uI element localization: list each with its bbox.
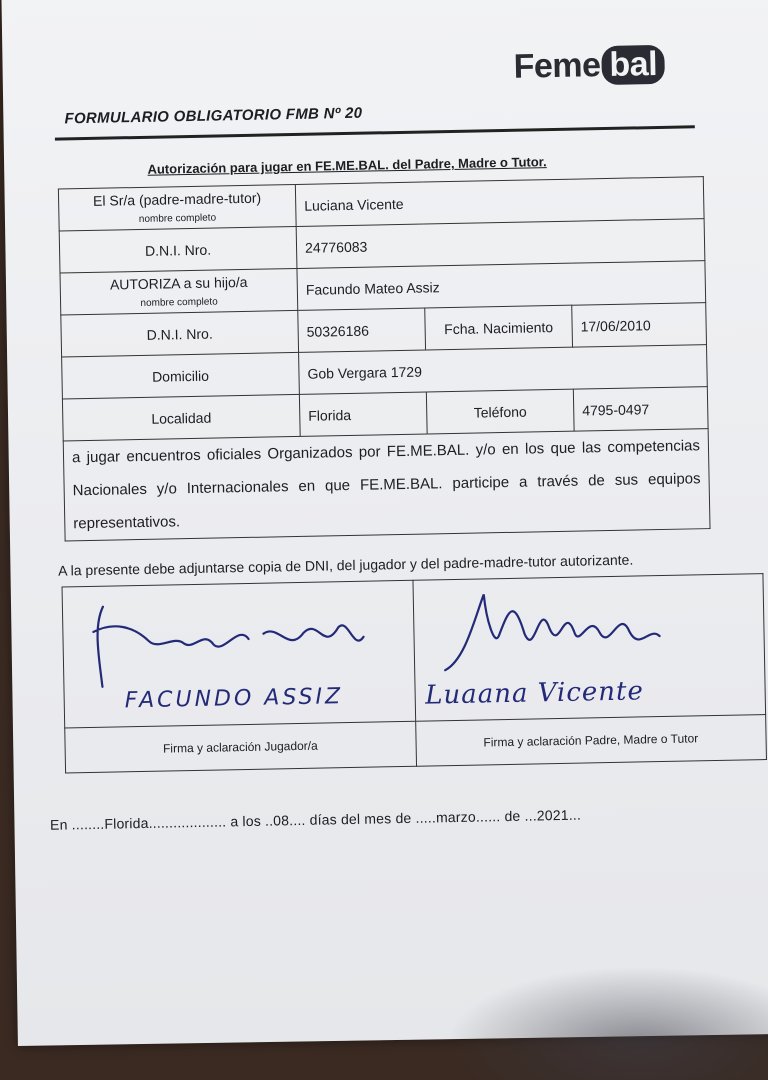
address-label: Domicilio	[62, 352, 300, 399]
player-signature-box[interactable]	[62, 580, 415, 728]
birth-date-field[interactable]: 17/06/2010	[572, 303, 707, 348]
player-aclaracion: FACUNDO ASSIZ	[124, 684, 344, 714]
authorization-paragraph: a jugar encuentros oficiales Organizados por FE.ME.BAL. y/o en los que las competencias Nacionales y/o Internacionales en que FE.ME.BAL. participe a través de sus equipos representativos.	[63, 429, 710, 541]
address-field[interactable]: Gob Vergara 1729	[299, 345, 708, 395]
table-row	[62, 574, 766, 728]
form-subtitle: Autorización para jugar en FE.ME.BAL. del Padre, Madre o Tutor.	[147, 154, 547, 177]
phone-field[interactable]: 4795-0497	[573, 387, 708, 432]
child-dni-field[interactable]: 50326186	[298, 308, 426, 352]
guardian-label-cell	[58, 184, 296, 231]
birth-date-label: Fcha. Nacimiento	[425, 305, 573, 350]
dni-attachment-note: A la presente debe adjuntarse copia de DNI, del jugador y del padre-madre-tutor autorizante.	[58, 551, 634, 579]
city-field[interactable]: Florida	[299, 392, 427, 436]
player-signature-caption: Firma y aclaración Jugador/a	[65, 721, 416, 773]
child-label-cell	[60, 268, 298, 315]
guardian-name-field[interactable]: Luciana Vicente	[295, 177, 704, 227]
table-row	[63, 429, 710, 541]
guardian-label: El Sr/a (padre-madre-tutor)	[92, 189, 262, 209]
femebal-logo	[513, 45, 665, 87]
guardian-signature-caption: Firma y aclaración Padre, Madre o Tutor	[415, 715, 766, 767]
date-place-line: En ........Florida................... a los ..08.... días del mes de .....marzo...... de ...2021...	[49, 806, 582, 833]
child-name-field[interactable]: Facundo Mateo Assiz	[297, 261, 706, 311]
child-name-sublabel: nombre completo	[140, 296, 218, 309]
logo-text: Feme	[513, 46, 601, 86]
logo-pill: bal	[601, 45, 665, 85]
guardian-dni-label: D.N.I. Nro.	[59, 226, 297, 273]
guardian-aclaracion: Luaana Vicente	[424, 676, 645, 711]
form-title: FORMULARIO OBLIGATORIO FMB Nº 20	[64, 104, 363, 128]
guardian-dni-field[interactable]: 24776083	[296, 219, 705, 269]
guardian-signature-box[interactable]	[412, 574, 765, 722]
authorizes-label: AUTORIZA a su hijo/a	[109, 273, 248, 293]
authorization-table	[58, 176, 711, 541]
child-dni-label: D.N.I. Nro.	[61, 310, 299, 357]
guardian-name-sublabel: nombre completo	[138, 212, 217, 225]
city-label: Localidad	[62, 394, 300, 441]
title-divider	[55, 125, 695, 140]
phone-label: Teléfono	[426, 389, 574, 434]
signature-table	[62, 573, 767, 773]
